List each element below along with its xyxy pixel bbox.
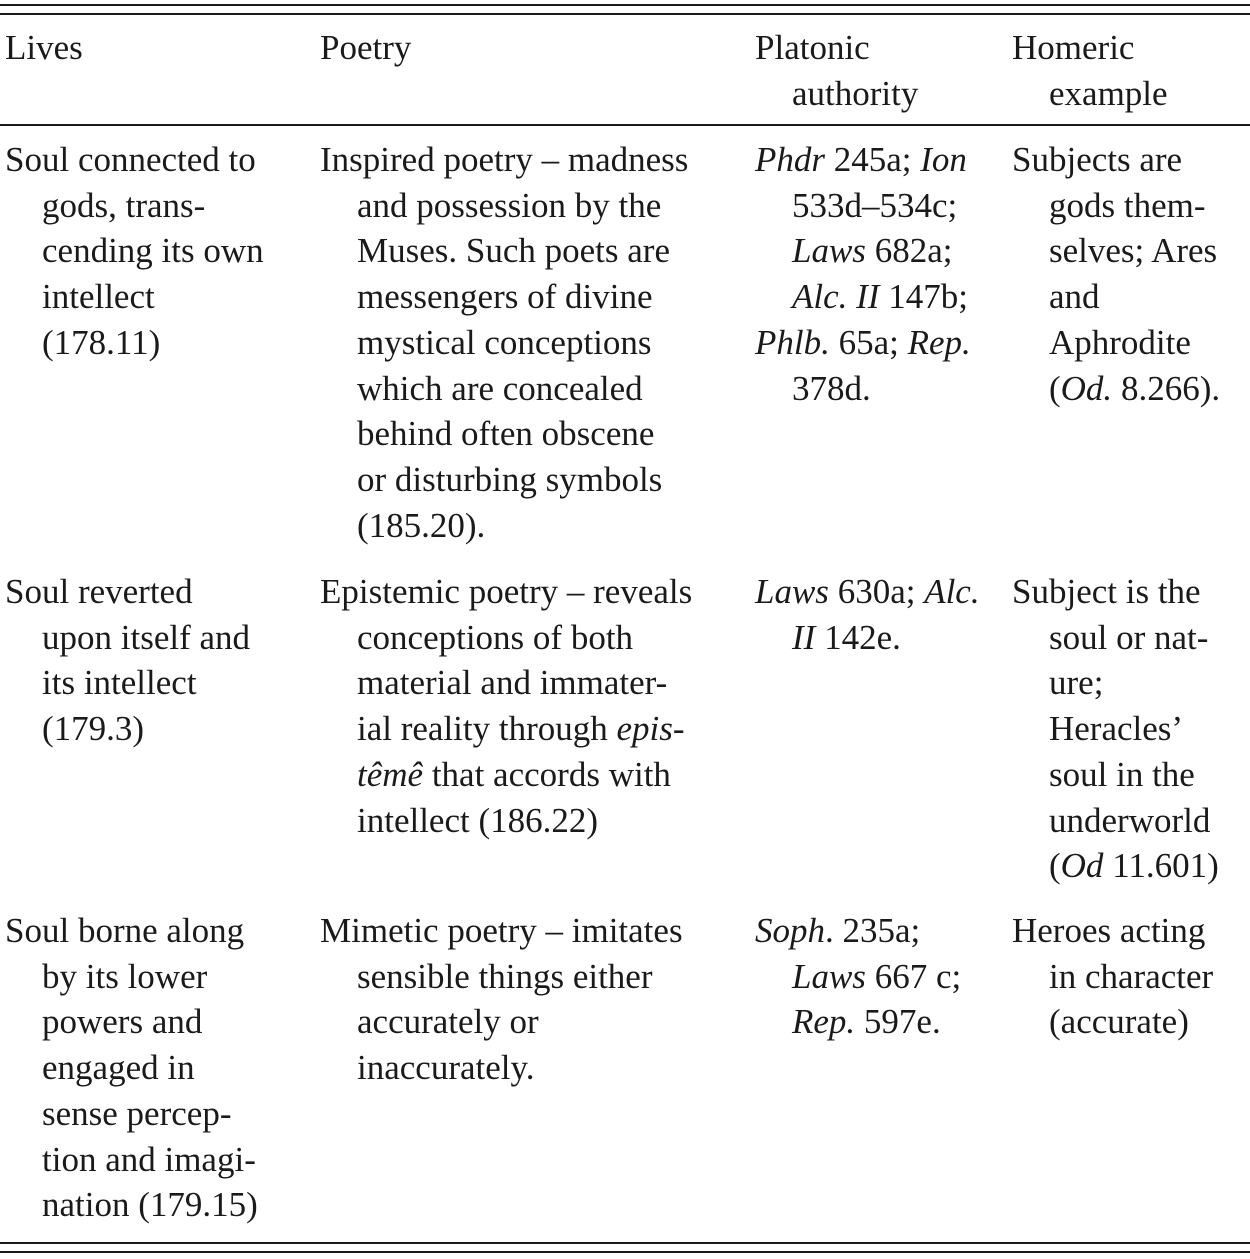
cell-line: (179.3) (42, 709, 145, 749)
row-2-lives (5, 569, 250, 752)
cell-line: upon itself and (42, 617, 251, 657)
cell-line (755, 615, 980, 661)
cell-line: 533d–534c; (792, 185, 958, 225)
cell-line (1012, 843, 1219, 889)
cell-line: sense percep- (42, 1093, 232, 1133)
work-title: Laws (792, 956, 866, 996)
cell-line: soul or nat- (1049, 617, 1209, 657)
cell-line: 378d. (792, 368, 871, 408)
reference: 65a; (829, 322, 908, 362)
work-title: Ion (920, 140, 967, 179)
cell-line (755, 569, 980, 615)
cell-line: sensible things either (357, 956, 653, 996)
reference: 8.266). (1112, 368, 1221, 408)
cell-line: intellect (42, 277, 155, 317)
cell-line: (accurate) (1049, 1002, 1189, 1042)
cell-line: conceptions of both (357, 617, 634, 657)
cell-line: Subjects are (1012, 140, 1183, 179)
header-line: Homeric (1012, 28, 1135, 67)
cell-line: Heracles’ (1049, 709, 1184, 749)
row-1-platonic-authority (755, 137, 971, 411)
cell-line (755, 954, 961, 1000)
reference: 147b; (879, 277, 968, 317)
header-line: Poetry (320, 28, 412, 67)
cell-line: intellect (186.22) (357, 800, 599, 840)
cell-line: Epistemic poetry – reveals (320, 572, 693, 611)
row-3-platonic-authority (755, 908, 961, 1045)
text: that accords with (423, 754, 671, 794)
table-top-rule-inner (0, 13, 1250, 15)
column-header-poetry (320, 25, 411, 71)
cell-line: inaccurately. (357, 1048, 535, 1088)
cell-line (1012, 366, 1220, 412)
work-title: Od (1060, 846, 1104, 886)
cell-line: Muses. Such poets are (357, 231, 671, 271)
reference: 630a; (828, 572, 925, 611)
cell-line: Soul reverted (5, 572, 193, 611)
cell-line: mystical conceptions (357, 322, 652, 362)
cell-line: Subject is the (1012, 572, 1201, 611)
row-3-homeric-example (1012, 908, 1213, 1045)
reference: 142e. (815, 617, 901, 657)
cell-line: cending its own (42, 231, 264, 271)
italic-term: têmê (357, 754, 424, 794)
work-title: Soph (755, 911, 825, 950)
cell-line: Soul connected to (5, 140, 256, 179)
cell-line: Aphrodite (1049, 322, 1191, 362)
table-bottom-rule-outer (0, 1251, 1250, 1253)
cell-line (755, 137, 971, 183)
work-title: Phlb. (755, 322, 830, 362)
cell-line: Soul borne along (5, 911, 245, 950)
row-1-homeric-example (1012, 137, 1220, 411)
cell-line: messengers of divine (357, 277, 653, 317)
cell-line: accurately or (357, 1002, 539, 1042)
reference: 11.601) (1103, 846, 1219, 886)
table-bottom-rule (0, 1242, 1250, 1244)
cell-line: nation (179.15) (42, 1185, 258, 1225)
cell-line (320, 752, 692, 798)
cell-line: ure; (1049, 663, 1104, 703)
reference: 682a; (865, 231, 953, 271)
cell-line: Mimetic poetry – imitates (320, 911, 683, 950)
work-title: II (792, 617, 816, 657)
cell-line: material and immater- (357, 663, 668, 703)
italic-term: epis- (616, 709, 685, 749)
work-title: Rep. (907, 322, 971, 362)
header-line: Lives (5, 28, 83, 67)
work-title: Laws (792, 231, 866, 271)
cell-line (755, 320, 971, 366)
cell-line (755, 999, 961, 1045)
cell-line (755, 274, 971, 320)
paren: ( (1049, 368, 1061, 408)
cell-line: selves; Ares (1049, 231, 1218, 271)
row-1-poetry (320, 137, 688, 548)
reference: 667 c; (865, 956, 962, 996)
header-line: Platonic (755, 28, 870, 67)
work-title: Rep. (792, 1002, 856, 1042)
reference: . 235a; (825, 911, 921, 950)
row-2-homeric-example (1012, 569, 1219, 889)
cell-line: its intellect (42, 663, 197, 703)
cell-line: gods them- (1049, 185, 1206, 225)
cell-line: Heroes acting (1012, 911, 1206, 950)
cell-line: Inspired poetry – madness (320, 140, 689, 179)
cell-line (755, 228, 971, 274)
work-title: Laws (755, 572, 829, 611)
text: ial reality through (357, 709, 617, 749)
work-title: Phdr (755, 140, 825, 179)
cell-line: behind often obscene (357, 414, 655, 454)
work-title: Alc. (924, 572, 980, 611)
header-line: example (1049, 73, 1168, 113)
work-title: Alc. II (792, 277, 880, 317)
work-title: Od. (1060, 368, 1113, 408)
cell-line: engaged in (42, 1048, 195, 1088)
cell-line: by its lower (42, 956, 208, 996)
cell-line (320, 706, 692, 752)
column-header-homeric-example (1012, 25, 1168, 116)
cell-line: in character (1049, 956, 1214, 996)
cell-line: or disturbing symbols (357, 459, 663, 499)
cell-line: gods, trans- (42, 185, 206, 225)
reference: 597e. (855, 1002, 941, 1042)
cell-line: soul in the (1049, 754, 1195, 794)
header-line: authority (792, 73, 919, 113)
cell-line: powers and (42, 1002, 203, 1042)
reference: 245a; (825, 140, 921, 179)
cell-line: (185.20). (357, 505, 486, 545)
cell-line: tion and imagi- (42, 1139, 256, 1179)
cell-line: and (1049, 277, 1100, 317)
row-2-poetry (320, 569, 692, 843)
cell-line: underworld (1049, 800, 1211, 840)
cell-line: and possession by the (357, 185, 662, 225)
cell-line: (178.11) (42, 322, 161, 362)
table-top-rule (0, 4, 1250, 6)
row-3-poetry (320, 908, 683, 1091)
cell-line (755, 908, 961, 954)
cell-line: which are concealed (357, 368, 643, 408)
row-3-lives (5, 908, 258, 1228)
row-1-lives (5, 137, 264, 366)
paren: ( (1049, 846, 1061, 886)
column-header-lives (5, 25, 83, 71)
header-rule (0, 124, 1250, 126)
row-2-platonic-authority (755, 569, 980, 660)
column-header-platonic-authority (755, 25, 918, 116)
